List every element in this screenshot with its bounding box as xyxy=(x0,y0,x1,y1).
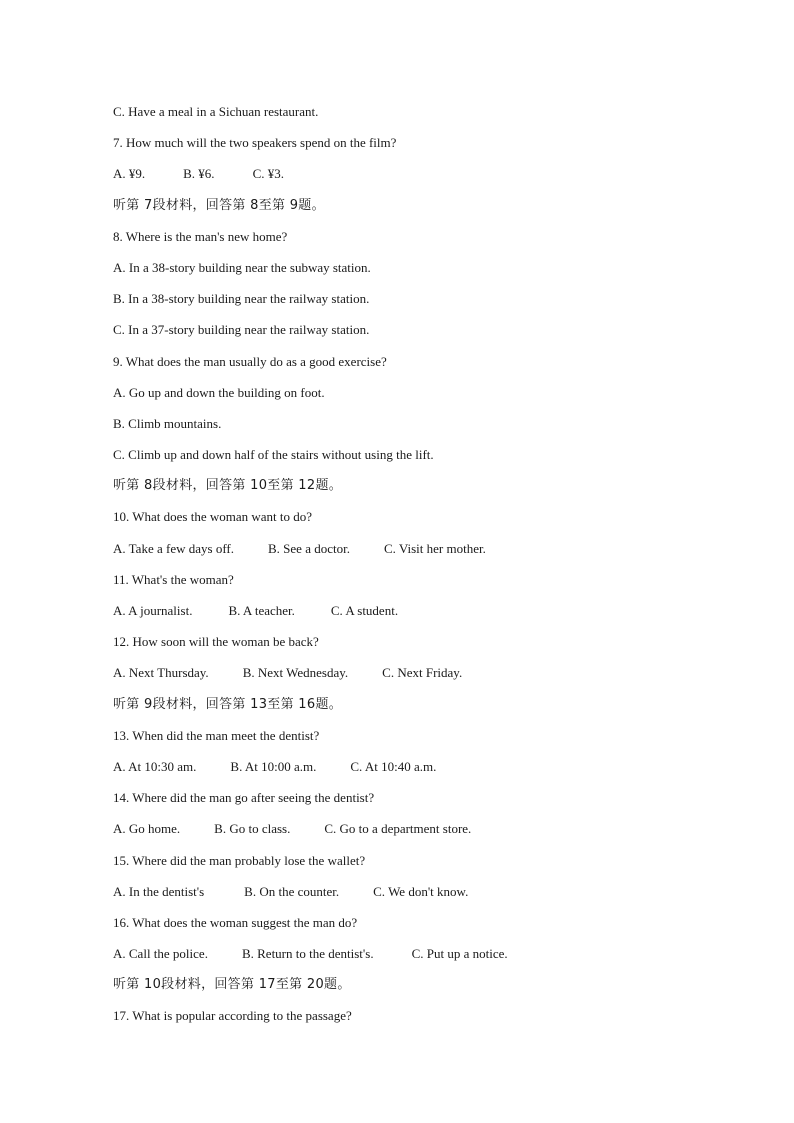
answer-option: C. ¥3. xyxy=(252,166,284,182)
answer-option: C. Visit her mother. xyxy=(383,540,486,556)
question-text: 9. What does the man usually do as a good exercise? xyxy=(113,353,387,369)
answer-option: A. Call the police. xyxy=(113,946,208,962)
question-text: 11. What's the woman? xyxy=(113,571,234,587)
section-heading: 听第 7段材料，回答第 8至第 9题。 xyxy=(113,197,325,213)
answer-option: C. A student. xyxy=(330,603,399,618)
answer-option: B. Next Wednesday. xyxy=(242,665,349,681)
answer-option: B. ¥6. xyxy=(183,166,215,182)
question-text: 12. How soon will the woman be back? xyxy=(113,634,319,650)
answer-option: A. At 10:30 am. xyxy=(113,758,197,774)
answer-options-row xyxy=(113,819,713,850)
answer-option: B. See a doctor. xyxy=(268,540,350,556)
answer-option: C. In a 37-story building near the railway station. xyxy=(113,322,370,338)
answer-option: C. Go to a department store. xyxy=(324,821,472,837)
question-text: 14. Where did the man go after seeing the dentist? xyxy=(113,790,375,806)
answer-options-row xyxy=(113,757,713,788)
answer-option: C. We don't know. xyxy=(373,883,469,899)
answer-option: A. Next Thursday. xyxy=(113,665,209,681)
answer-option: A. A journalist. xyxy=(113,603,193,618)
answer-option: B. Return to the dentist's. xyxy=(241,946,374,962)
answer-option: A. Go up and down the building on foot. xyxy=(113,384,325,400)
answer-option: A. In the dentist's xyxy=(113,883,205,899)
answer-options-row xyxy=(113,164,713,195)
answer-option: A. In a 38-story building near the subway station. xyxy=(113,259,371,275)
answer-option: C. Have a meal in a Sichuan restaurant. xyxy=(113,104,319,119)
question-text: 8. Where is the man's new home? xyxy=(113,228,288,244)
section-heading: 听第 8段材料，回答第 10至第 12题。 xyxy=(113,478,343,494)
question-text: 7. How much will the two speakers spend on the film? xyxy=(113,135,397,151)
answer-option: A. Go home. xyxy=(113,821,181,837)
answer-option: A. ¥9. xyxy=(113,166,146,182)
question-text: 17. What is popular according to the passage? xyxy=(113,1008,352,1024)
question-text: 13. When did the man meet the dentist? xyxy=(113,727,320,743)
answer-option: B. Go to class. xyxy=(214,821,291,837)
answer-option: C. At 10:40 a.m. xyxy=(350,758,437,774)
question-text: 16. What does the woman suggest the man do? xyxy=(113,914,358,930)
answer-option: B. Climb mountains. xyxy=(113,415,222,431)
answer-option: B. On the counter. xyxy=(244,883,340,899)
answer-option: B. A teacher. xyxy=(228,603,295,618)
answer-option: C. Put up a notice. xyxy=(411,946,508,962)
answer-options-row xyxy=(113,601,713,632)
answer-options-row xyxy=(113,539,713,570)
question-text: 10. What does the woman want to do? xyxy=(113,509,313,525)
answer-option: B. In a 38-story building near the railway station. xyxy=(113,291,370,307)
answer-options-row xyxy=(113,882,713,913)
question-text: 15. Where did the man probably lose the wallet? xyxy=(113,852,366,868)
document-page xyxy=(113,102,713,1038)
section-heading: 听第 9段材料，回答第 13至第 16题。 xyxy=(113,696,343,712)
answer-option: B. At 10:00 a.m. xyxy=(230,758,317,774)
answer-option: C. Next Friday. xyxy=(382,665,463,681)
section-heading: 听第 10段材料，回答第 17至第 20题。 xyxy=(113,977,351,993)
answer-options-row xyxy=(113,944,713,975)
answer-option: C. Climb up and down half of the stairs without using the lift. xyxy=(113,447,434,463)
answer-options-row xyxy=(113,663,713,694)
answer-option: A. Take a few days off. xyxy=(113,540,234,556)
